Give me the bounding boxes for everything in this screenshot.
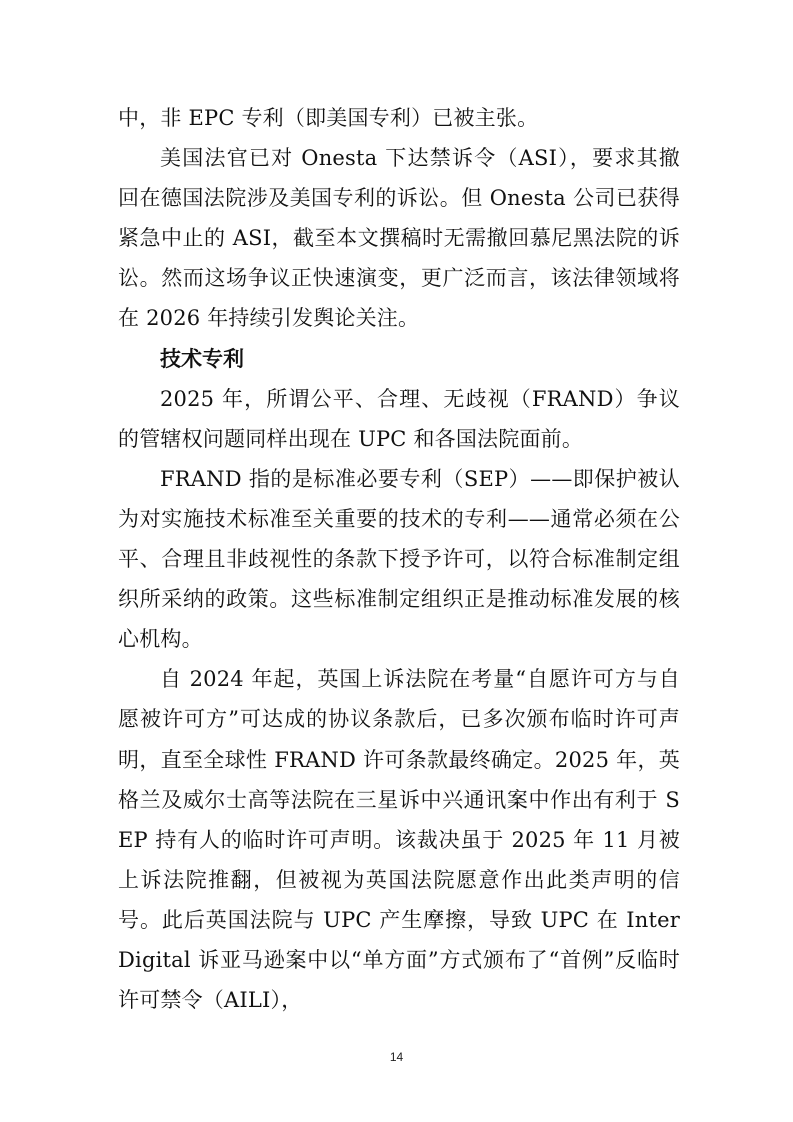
paragraph-asi: 美国法官已对 Onesta 下达禁诉令（ASI），要求其撤回在德国法院涉及美国专利的诉讼。但 Onesta 公司已获得紧急中止的 ASI，截至本文撰稿时无需撤回慕尼黑法院的诉讼。然而这场争议正快速演变，更广泛而言，该法律领域将在 2026 年持续引发舆论关注。 [118,146,680,331]
paragraph-continuation: 中，非 EPC 专利（即美国专利）已被主张。 [118,106,539,130]
section-heading: 技术专利 [160,345,244,371]
document-body [118,98,680,1020]
paragraph-frand-jurisdiction: 2025 年，所谓公平、合理、无歧视（FRAND）争议的管辖权问题同样出现在 UPC 和各国法院面前。 [118,386,680,451]
page-number: 14 [389,1050,404,1064]
paragraph-frand-definition: FRAND 指的是标准必要专利（SEP）——即保护被认为对实施技术标准至关重要的技术的专利——通常必须在公平、合理且非歧视性的条款下授予许可，以符合标准制定组织所采纳的政策。这些标准制定组织正是推动标准发展的核心机构。 [118,466,680,652]
paragraph-interim-licence: 自 2024 年起，英国上诉法院在考量“自愿许可方与自愿被许可方”可达成的协议条款后，已多次颁布临时许可声明，直至全球性 FRAND 许可条款最终确定。2025 年，英格兰及威尔士高等法院在三星诉中兴通讯案中作出有利于 SEP 持有人的临时许可声明。该裁决虽于 2025 年 11 月被上诉法院推翻，但被视为英国法院愿意作出此类声明的信号。此后英国法院与 UPC 产生摩擦，导致 UPC 在 InterDigital 诉亚马逊案中以“单方面”方式颁布了“首例”反临时许可禁令（AILI）， [118,667,680,1013]
